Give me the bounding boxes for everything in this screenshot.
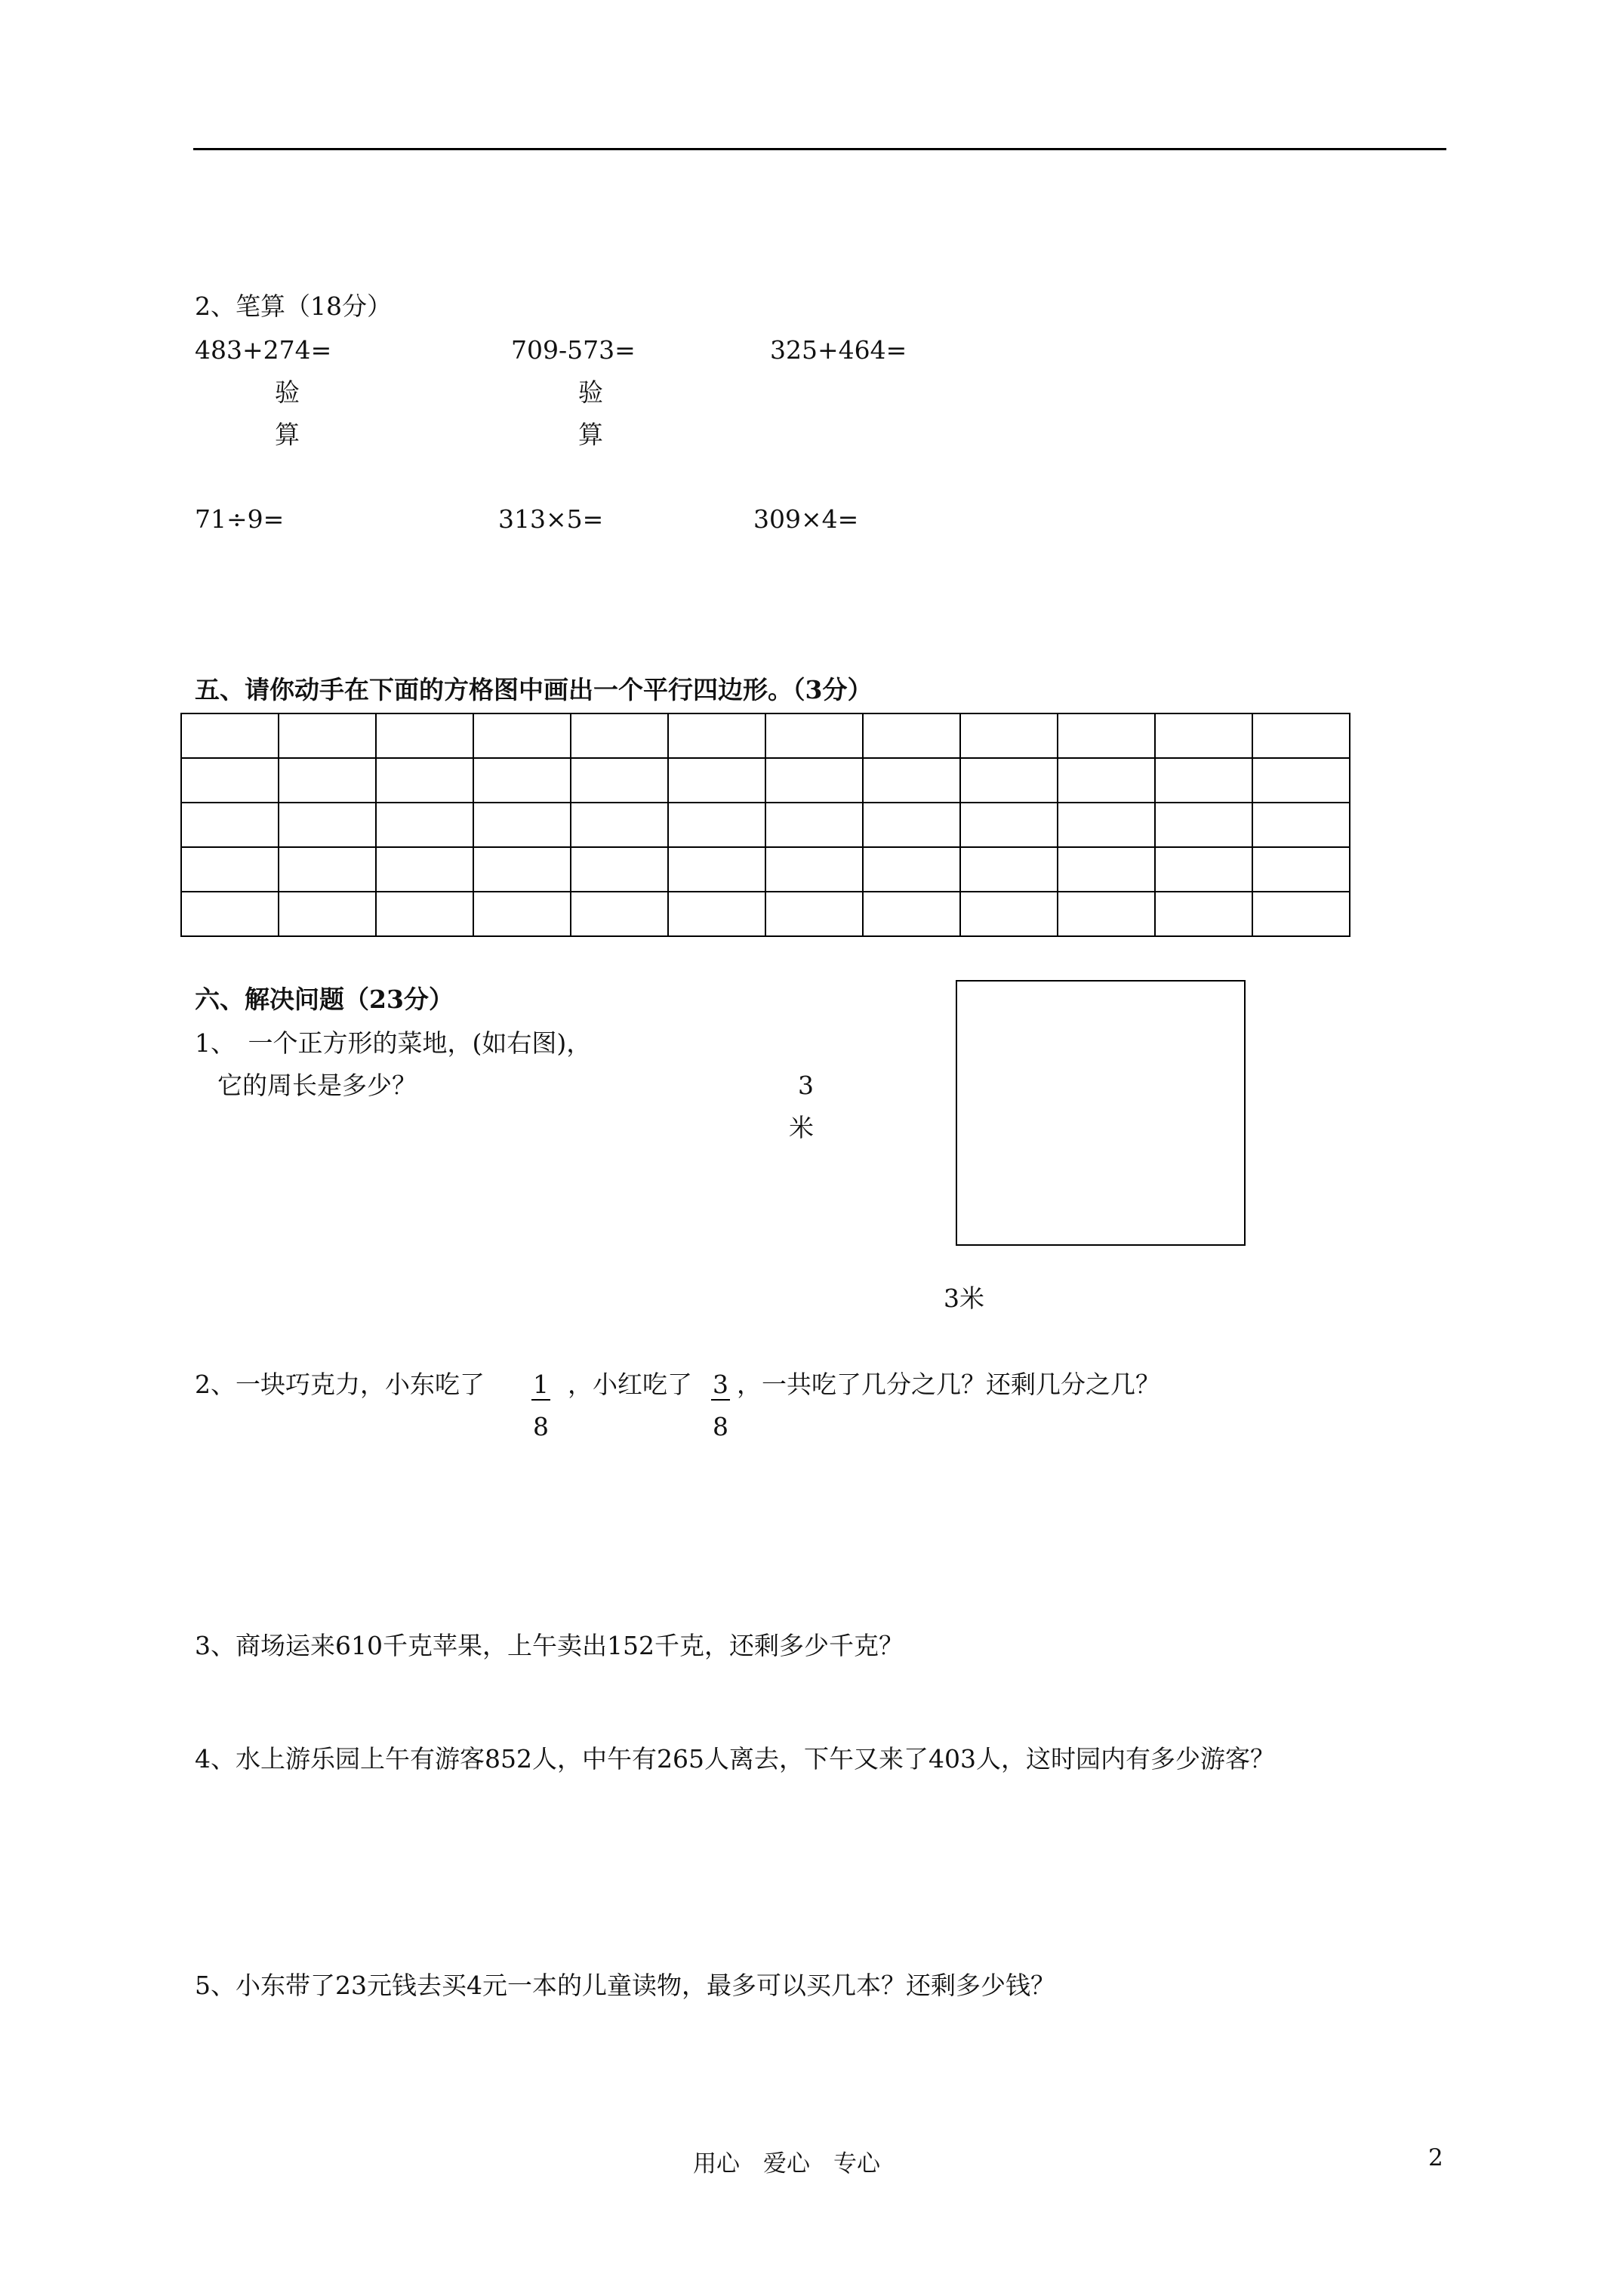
check-label: 算 <box>275 420 300 449</box>
grid-cell <box>181 803 279 847</box>
check-label: 验 <box>578 378 603 407</box>
grid-cell <box>1058 803 1155 847</box>
question-2-middle: ，小红吃了 <box>568 1370 692 1399</box>
fraction-three-eighths <box>711 1370 730 1442</box>
grid-cell <box>279 803 376 847</box>
grid-cell <box>1155 847 1252 892</box>
bottom-length-label: 3米 <box>944 1284 984 1313</box>
grid-cell <box>181 892 279 936</box>
grid-cell <box>279 758 376 803</box>
grid-cell <box>571 713 668 758</box>
grid-cell <box>960 758 1058 803</box>
grid-cell <box>376 758 473 803</box>
grid-cell <box>1155 758 1252 803</box>
question-1-line2: 它的周长是多少？ <box>217 1071 417 1100</box>
grid-cell <box>473 713 571 758</box>
check-label: 算 <box>578 420 603 449</box>
grid-cell <box>1252 892 1350 936</box>
grid-cell <box>668 758 765 803</box>
question-5: 5、小东带了23元钱去买4元一本的儿童读物，最多可以买几本？还剩多少钱？ <box>195 1971 1055 2000</box>
header-rule <box>193 148 1446 150</box>
grid-cell <box>960 847 1058 892</box>
grid-cell <box>181 713 279 758</box>
grid-cell <box>473 847 571 892</box>
grid-row <box>181 803 1350 847</box>
side-length-number: 3 <box>798 1071 814 1100</box>
calc-item: 709-573= <box>511 335 636 365</box>
grid-cell <box>863 847 960 892</box>
grid-cell <box>473 803 571 847</box>
grid-cell <box>668 713 765 758</box>
grid-cell <box>668 892 765 936</box>
grid-cell <box>863 803 960 847</box>
grid-cell <box>473 892 571 936</box>
grid-cell <box>181 758 279 803</box>
grid-cell <box>863 713 960 758</box>
grid-cell <box>668 803 765 847</box>
grid-cell <box>376 847 473 892</box>
grid-cell <box>376 713 473 758</box>
grid-cell <box>960 713 1058 758</box>
grid-cell <box>765 803 863 847</box>
fraction-denominator: 8 <box>713 1412 728 1441</box>
grid-cell <box>765 892 863 936</box>
grid-cell <box>279 713 376 758</box>
grid-cell <box>473 758 571 803</box>
grid-cell <box>376 803 473 847</box>
grid-cell <box>571 803 668 847</box>
page-number: 2 <box>1428 2144 1443 2171</box>
grid-cell <box>863 758 960 803</box>
question-2-prefix: 2、一块巧克力，小东吃了 <box>195 1370 485 1399</box>
grid-cell <box>376 892 473 936</box>
question-4: 4、水上游乐园上午有游客852人，中午有265人离去，下午又来了403人，这时园内有多少游客？ <box>195 1744 1275 1774</box>
check-label: 验 <box>275 378 300 407</box>
grid-cell <box>571 847 668 892</box>
grid-cell <box>1058 892 1155 936</box>
calc-item: 483+274= <box>195 335 332 365</box>
grid-cell <box>1252 847 1350 892</box>
grid-cell <box>571 892 668 936</box>
fraction-numerator: 3 <box>713 1370 728 1399</box>
square-grid <box>180 713 1350 937</box>
side-length-unit: 米 <box>789 1113 814 1142</box>
grid-cell <box>1058 847 1155 892</box>
grid-cell <box>960 803 1058 847</box>
grid-cell <box>1155 713 1252 758</box>
grid-cell <box>1058 758 1155 803</box>
grid-cell <box>1058 713 1155 758</box>
calc-item: 313×5= <box>498 504 604 534</box>
calc-item: 325+464= <box>770 335 907 365</box>
grid-row <box>181 847 1350 892</box>
question-2-suffix: ，一共吃了几分之几？还剩几分之几？ <box>737 1370 1160 1399</box>
grid-cell <box>765 758 863 803</box>
fraction-denominator: 8 <box>533 1412 549 1441</box>
grid-cell <box>1155 892 1252 936</box>
question-1-line1: 1、 一个正方形的菜地，(如右图)， <box>195 1028 592 1058</box>
grid-row <box>181 758 1350 803</box>
grid-cell <box>181 847 279 892</box>
question-3: 3、商场运来610千克苹果，上午卖出152千克，还剩多少千克？ <box>195 1631 904 1660</box>
footer-motto: 用心 爱心 专心 <box>693 2150 880 2177</box>
written-calc-heading: 2、笔算（18分） <box>195 291 392 321</box>
grid-cell <box>960 892 1058 936</box>
calc-item: 71÷9= <box>195 504 285 534</box>
fraction-one-eighth <box>531 1370 550 1442</box>
grid-cell <box>1155 803 1252 847</box>
grid-row <box>181 713 1350 758</box>
grid-row <box>181 892 1350 936</box>
grid-cell <box>1252 758 1350 803</box>
grid-cell <box>765 713 863 758</box>
grid-cell <box>571 758 668 803</box>
section5-heading: 五、请你动手在下面的方格图中画出一个平行四边形。（3分） <box>195 675 873 704</box>
square-field-figure <box>956 980 1246 1246</box>
grid-cell <box>1252 803 1350 847</box>
grid-cell <box>1252 713 1350 758</box>
grid-cell <box>863 892 960 936</box>
grid-cell <box>279 892 376 936</box>
fraction-numerator: 1 <box>533 1370 549 1399</box>
grid-cell <box>279 847 376 892</box>
calc-item: 309×4= <box>753 504 859 534</box>
section6-heading: 六、解决问题（23分） <box>195 985 454 1014</box>
grid-cell <box>668 847 765 892</box>
grid-cell <box>765 847 863 892</box>
